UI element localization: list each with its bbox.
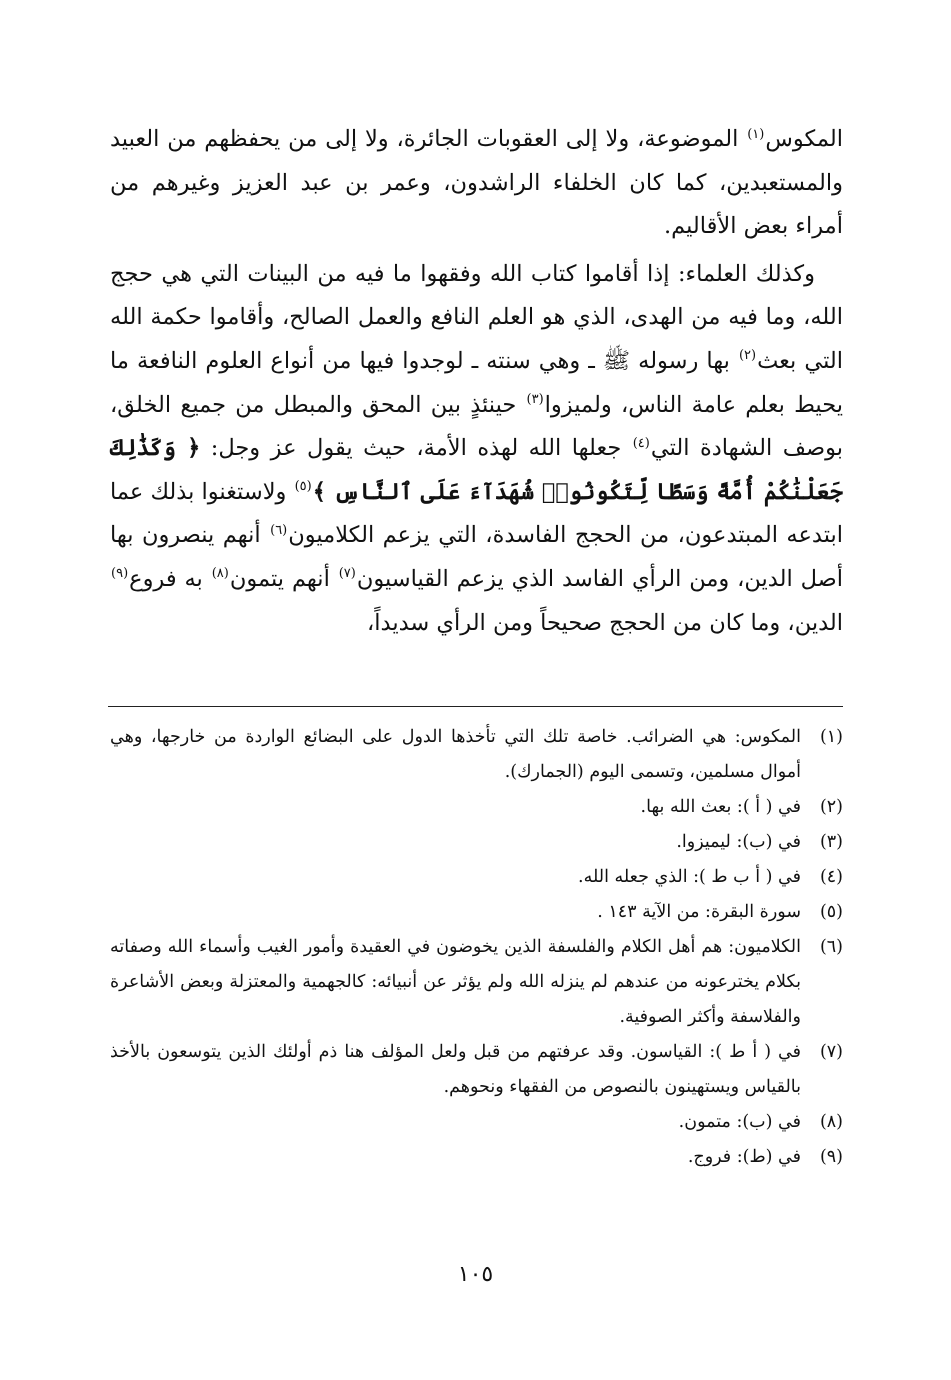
footnote-text: في ( أ ط ): القياسون. وقد عرفتهم من قبل ولعل المؤلف هنا ذم أولئك الذين يتوسعون بالأخذ بالقياس ويستهينون بالنصوص من الفقهاء ونحوهم. [110,1042,801,1097]
footnote-ref-1[interactable]: (١) [747,126,765,142]
text-span: جعلها الله لهذه الأمة، حيث يقول عز وجل: [200,435,632,462]
quran-verse: ﴿ وَكَذَٰلِكَ جَعَلْنَٰكُمْ أُمَّةً وَسَطًا لِّتَكُونُوا۟ شُهَدَآءَ عَلَى ٱلنَّاسِ ﴾ [110,435,843,505]
footnote-number: (٦) [819,937,843,957]
footnote-3 [110,825,843,860]
footnote-number: (٧) [819,1042,843,1062]
footnote-text: الكلاميون: هم أهل الكلام والفلسفة الذين يخوضون في العقيدة وأمور الغيب وأسماء الله وصفاته بكلام يخترعونه من عندهم لم ينزله الله ولم يؤثر عن أنبيائه: كالجهمية والمعتزلة وبعض الأشاعرة والفلاسفة وأكثر الصوفية. [110,937,801,1027]
footnote-2 [110,790,843,825]
text-span: الموضوعة، ولا إلى العقوبات الجائرة، ولا إلى من يحفظهم من العبيد والمستعبدين، كما كان الخلفاء الراشدون، وعمر بن عبد العزيز وغيرهم من أمراء بعض الأقاليم. [110,126,843,240]
text-span: ولاستغنوا بذلك عما ابتدعه المبتدعون، من الحجج الفاسدة، التي يزعم الكلاميون [110,478,844,549]
text-span: أنهم يتمون [229,565,338,592]
footnote-text: في ( أ ): بعث الله بها. [640,797,801,817]
footnote-4 [110,860,843,895]
text-span: الدين، وما كان من الحجج صحيحاً ومن الرأي سديداً، [367,609,843,636]
text-span: به فروع [129,565,211,592]
footnote-number: (١) [819,727,843,747]
footnote-text: في ( أ ب ط ): الذي جعله الله. [578,867,801,887]
footnote-text: سورة البقرة: من الآية ١٤٣ . [597,902,801,922]
text-span: أنهم ينصرون بها أصل الدين، ومن الرأي الفاسد الذي يزعم القياسيون [110,522,844,592]
footnote-ref-8[interactable]: (٨) [211,566,229,582]
footnote-1 [110,720,843,790]
text-span: حينئذٍ بين المحق والمبطل من جميع الخلق، بوصف الشهادة التي [110,391,843,462]
footnote-ref-3[interactable]: (٣) [526,392,544,408]
text-span: وكذلك العلماء: إذا أقاموا كتاب الله وفقهوا ما فيه من البينات التي هي حجج الله، وما فيه من الهدى، الذي هو العلم النافع والعمل الصالح، وأقاموا حكمة الله التي بعث [110,260,843,374]
text-span: المكوس [765,126,843,152]
footnote-number: (٤) [819,867,843,887]
page-body [110,118,844,1167]
footnote-9 [110,1140,843,1175]
footnote-ref-9[interactable]: (٩) [111,566,129,582]
footnote-ref-7[interactable]: (٧) [338,566,356,582]
footnote-number: (٨) [819,1112,843,1132]
main-text [110,118,843,645]
footnote-text: في (ب): ليميزوا. [676,832,801,852]
footnote-number: (٢) [819,797,843,817]
footnotes [110,720,843,1175]
footnote-text: في (ب): متمون. [678,1112,801,1132]
footnote-ref-5[interactable]: (٥) [294,479,312,495]
footnote-ref-6[interactable]: (٦) [270,522,288,538]
footnote-5 [110,895,843,930]
footnote-7 [110,1035,843,1105]
footnote-divider [108,706,843,707]
footnote-ref-2[interactable]: (٢) [738,348,757,364]
text-span: بها رسوله ﷺ ـ وهي سنته ـ لوجدوا فيها من أنواع العلوم النافعة ما يحيط بعلم عامة الناس، ولميزوا [110,347,843,418]
paragraph-1 [110,118,843,249]
footnote-6 [110,930,843,1035]
page-number: ١٠٥ [457,1262,494,1287]
footnote-number: (٥) [819,902,843,922]
footnote-ref-4[interactable]: (٤) [632,435,650,451]
footnote-number: (٣) [819,832,843,852]
footnote-number: (٩) [819,1147,843,1167]
footnote-text: المكوس: هي الضرائب. خاصة تلك التي تأخذها الدول على البضائع الواردة من خارجها، وهي أموال مسلمين، وتسمى اليوم (الجمارك). [110,727,801,782]
paragraph-2 [110,253,843,645]
footnote-8 [110,1105,843,1140]
footnote-text: في (ط): فروج. [687,1147,801,1167]
